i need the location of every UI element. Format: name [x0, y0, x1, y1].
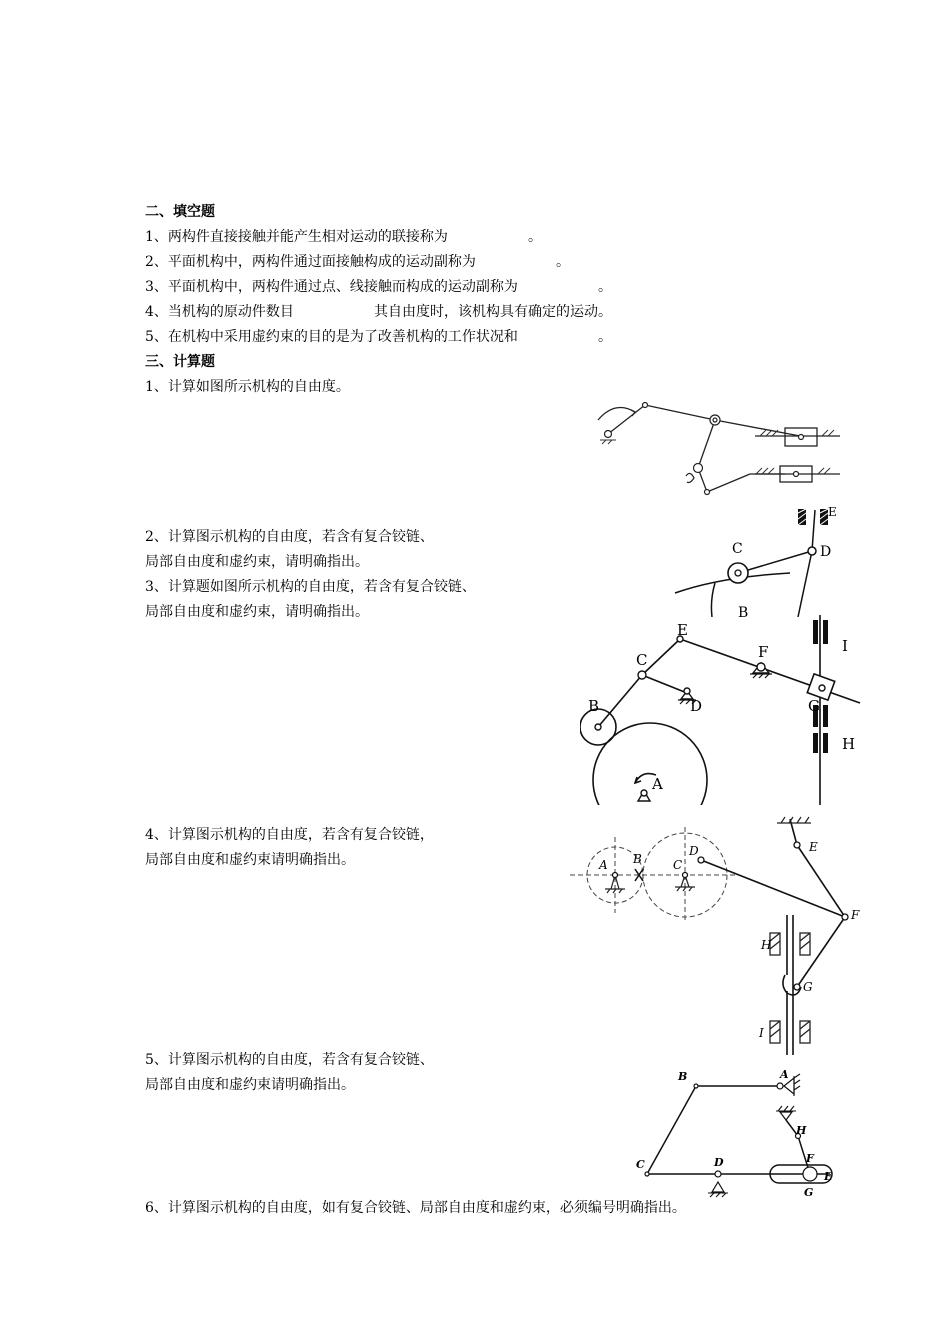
- figure-3-label: H: [842, 735, 856, 753]
- calc-question-5-line2: 局部自由度和虚约束请明确指出。: [145, 1077, 355, 1093]
- figure-2-label: E: [828, 505, 837, 519]
- figure-1-linkage: [590, 390, 850, 505]
- figure-3-gear-linkage: [580, 615, 865, 805]
- calc-question-4-line2: 局部自由度和虚约束请明确指出。: [145, 852, 355, 868]
- figure-3-label: F: [758, 643, 769, 661]
- calc-question-5-line1: 5、计算图示机构的自由度，若含有复合铰链、: [145, 1052, 434, 1068]
- calc-question-6: 6、计算图示机构的自由度，如有复合铰链、局部自由度和虚约束，必须编号明确指出。: [145, 1200, 686, 1216]
- figure-3-label: G: [808, 697, 820, 715]
- figure-2-cam-roller: [670, 505, 845, 617]
- figure-4-label: A: [599, 858, 608, 872]
- figure-2-label: D: [820, 544, 832, 560]
- calc-question-2-line1: 2、计算图示机构的自由度，若含有复合铰链、: [145, 529, 434, 545]
- figure-5-label: G: [804, 1186, 814, 1199]
- calc-question-4-line1: 4、计算图示机构的自由度，若含有复合铰链，: [145, 827, 434, 843]
- figure-3-label: A: [652, 775, 663, 793]
- calc-question-3-line2: 局部自由度和虚约束，请明确指出。: [145, 604, 369, 620]
- figure-5-label: F: [806, 1152, 814, 1165]
- figure-4-label: F: [851, 908, 860, 922]
- figure-4-gear-train-linkage: [565, 815, 865, 1055]
- figure-3-label: B: [588, 697, 600, 715]
- figure-3-label: E: [677, 621, 688, 639]
- fill-question-4: 4、当机构的原动件数目 其自由度时，该机构具有确定的运动。: [145, 304, 613, 320]
- figure-4-label: D: [689, 844, 699, 858]
- calc-question-2-line2: 局部自由度和虚约束，请明确指出。: [145, 554, 369, 570]
- section-heading-fill-blank: 二、填空题: [145, 204, 215, 220]
- fill-question-1: 1、两构件直接接触并能产生相对运动的联接称为 。: [145, 229, 543, 245]
- fill-question-2: 2、平面机构中，两构件通过面接触构成的运动副称为 。: [145, 254, 571, 270]
- fill-question-3: 3、平面机构中，两构件通过点、线接触而构成的运动副称为 。: [145, 279, 613, 295]
- figure-4-label: G: [803, 980, 813, 994]
- figure-3-label: C: [636, 651, 648, 669]
- figure-5-linkage-slider: [630, 1062, 845, 1202]
- figure-5-label: C: [636, 1158, 645, 1171]
- figure-5-label: A: [780, 1068, 789, 1081]
- figure-3-label: I: [842, 637, 848, 655]
- figure-4-label: E: [809, 840, 818, 854]
- figure-5-label: E: [824, 1170, 833, 1183]
- figure-4-label: C: [673, 858, 683, 872]
- figure-2-label: C: [732, 541, 743, 557]
- fill-question-5: 5、在机构中采用虚约束的目的是为了改善机构的工作状况和 。: [145, 329, 613, 345]
- figure-4-label: I: [759, 1026, 764, 1040]
- figure-5-label: B: [678, 1070, 688, 1083]
- section-heading-calculation: 三、计算题: [145, 354, 215, 370]
- figure-5-label: H: [796, 1124, 807, 1137]
- calc-question-3-line1: 3、计算题如图所示机构的自由度，若含有复合铰链、: [145, 579, 476, 595]
- figure-4-label: H: [761, 938, 772, 952]
- figure-5-label: D: [714, 1156, 724, 1169]
- figure-4-label: B: [633, 852, 642, 866]
- figure-2-label: B: [738, 605, 749, 617]
- calc-question-1: 1、计算如图所示机构的自由度。: [145, 379, 350, 395]
- figure-3-label: D: [690, 697, 703, 715]
